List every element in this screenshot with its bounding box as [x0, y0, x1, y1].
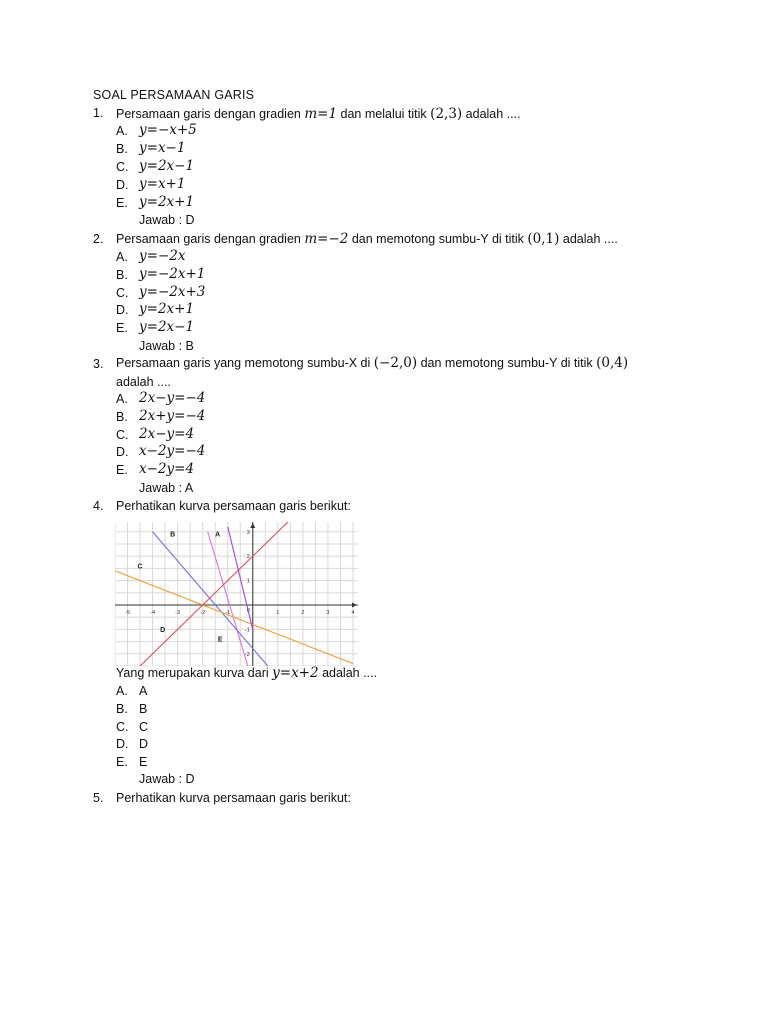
- option-letter: C.: [116, 428, 129, 442]
- option-letter: D.: [116, 737, 129, 751]
- option-letter: E.: [116, 755, 128, 769]
- question-stem: Perhatikan kurva persamaan garis berikut:: [116, 791, 351, 805]
- option-text: D: [139, 737, 149, 751]
- x-tick-label: 4: [351, 609, 355, 616]
- question-number: 4.: [93, 499, 104, 513]
- option-text: y=2x−1: [139, 319, 195, 335]
- question-stem: [116, 355, 628, 371]
- x-axis-arrow: [352, 602, 357, 607]
- option-letter: A.: [116, 684, 128, 698]
- stem-math: m=1: [304, 106, 338, 122]
- x-tick-label: -2: [200, 609, 206, 616]
- option-letter: E.: [116, 463, 128, 477]
- stem-math: (2,3): [430, 106, 463, 122]
- x-tick-label: 2: [301, 609, 305, 616]
- stem-text: Persamaan garis dengan gradien: [116, 232, 301, 246]
- y-tick-label: -1: [244, 627, 250, 634]
- option-text: y=−2x+3: [139, 284, 206, 300]
- option-letter: E.: [116, 321, 128, 335]
- option-letter: E.: [116, 196, 128, 210]
- option-letter: B.: [116, 268, 128, 282]
- option-letter: B.: [116, 142, 128, 156]
- page-title: SOAL PERSAMAAN GARIS: [93, 88, 255, 102]
- series-line-b: [153, 529, 268, 666]
- line-label-b: B: [170, 531, 176, 539]
- option-text: C: [139, 720, 149, 734]
- line-label-e: E: [217, 636, 223, 644]
- option-text: E: [139, 755, 148, 769]
- question-stem: Perhatikan kurva persamaan garis berikut:: [116, 499, 351, 513]
- x-tick-label: -4: [150, 609, 156, 616]
- question-number: 5.: [93, 791, 104, 805]
- line-label-a: A: [215, 531, 221, 539]
- stem-math: (0,4): [596, 355, 629, 371]
- question-number: 3.: [93, 357, 104, 371]
- stem-text: Persamaan garis yang memotong sumbu-X di: [116, 356, 371, 370]
- option-text: y=−x+5: [139, 122, 197, 138]
- option-text: 2x−y=4: [139, 426, 195, 442]
- option-letter: C.: [116, 720, 129, 734]
- y-tick-label: 2: [246, 554, 250, 561]
- stem-text: adalah ....: [465, 107, 521, 121]
- answer-key: Jawab : B: [139, 339, 194, 353]
- option-letter: A.: [116, 250, 128, 264]
- answer-key: Jawab : D: [139, 213, 195, 227]
- option-letter: C.: [116, 160, 129, 174]
- x-tick-label: -1: [225, 609, 231, 616]
- option-text: y=2x+1: [139, 301, 195, 317]
- stem-text: dan memotong sumbu-Y di titik: [420, 356, 593, 370]
- stem-math: m=−2: [304, 231, 349, 247]
- y-tick-label: 1: [246, 578, 250, 585]
- option-letter: A.: [116, 392, 128, 406]
- stem-text: Persamaan garis dengan gradien: [116, 107, 301, 121]
- stem-text: Yang merupakan kurva dari: [116, 666, 269, 680]
- option-text: y=2x−1: [139, 158, 195, 174]
- x-tick-label: -5: [125, 609, 130, 616]
- option-letter: B.: [116, 702, 128, 716]
- stem-text: dan memotong sumbu-Y di titik: [351, 232, 524, 246]
- option-text: y=−2x+1: [139, 266, 206, 282]
- option-text: y=2x+1: [139, 194, 195, 210]
- option-text: 2x+y=−4: [139, 408, 206, 424]
- option-text: y=−2x: [139, 248, 186, 264]
- x-tick-label: 3: [326, 609, 330, 616]
- option-text: A: [139, 684, 148, 698]
- stem-text: adalah ....: [562, 232, 618, 246]
- answer-key: Jawab : D: [139, 772, 195, 786]
- option-text: x−2y=4: [139, 461, 195, 477]
- question-number: 1.: [93, 106, 104, 120]
- option-letter: C.: [116, 286, 129, 300]
- option-text: 2x−y=−4: [139, 390, 206, 406]
- option-letter: A.: [116, 124, 128, 138]
- y-axis-arrow: [250, 523, 255, 528]
- option-text: B: [139, 702, 148, 716]
- question-stem: [116, 231, 618, 247]
- y-tick-label: -2: [244, 651, 250, 658]
- question-followup: [116, 665, 377, 681]
- stem-text: adalah ....: [322, 666, 377, 680]
- stem-math: (−2,0): [373, 355, 418, 371]
- line-label-c: C: [137, 563, 143, 571]
- stem-text: dan melalui titik: [340, 107, 427, 121]
- option-letter: B.: [116, 410, 128, 424]
- option-letter: D.: [116, 178, 129, 192]
- stem-math: (0,1): [527, 231, 560, 247]
- option-letter: D.: [116, 303, 129, 317]
- y-tick-label: 3: [246, 529, 250, 536]
- question-stem: [116, 106, 521, 122]
- answer-key: Jawab : A: [139, 481, 194, 495]
- x-tick-label: 1: [276, 609, 280, 616]
- origin-label: 0: [246, 607, 250, 614]
- line-label-d: D: [160, 626, 166, 634]
- question-stem-continued: adalah ....: [116, 375, 171, 389]
- stem-math: y=x+2: [272, 665, 319, 681]
- question-number: 2.: [93, 232, 104, 246]
- line-graph: [115, 522, 358, 666]
- option-text: y=x+1: [139, 176, 186, 192]
- x-tick-label: -3: [175, 609, 181, 616]
- option-text: x−2y=−4: [139, 443, 206, 459]
- option-letter: D.: [116, 445, 129, 459]
- graph-canvas: [115, 522, 358, 666]
- option-text: y=x−1: [139, 140, 186, 156]
